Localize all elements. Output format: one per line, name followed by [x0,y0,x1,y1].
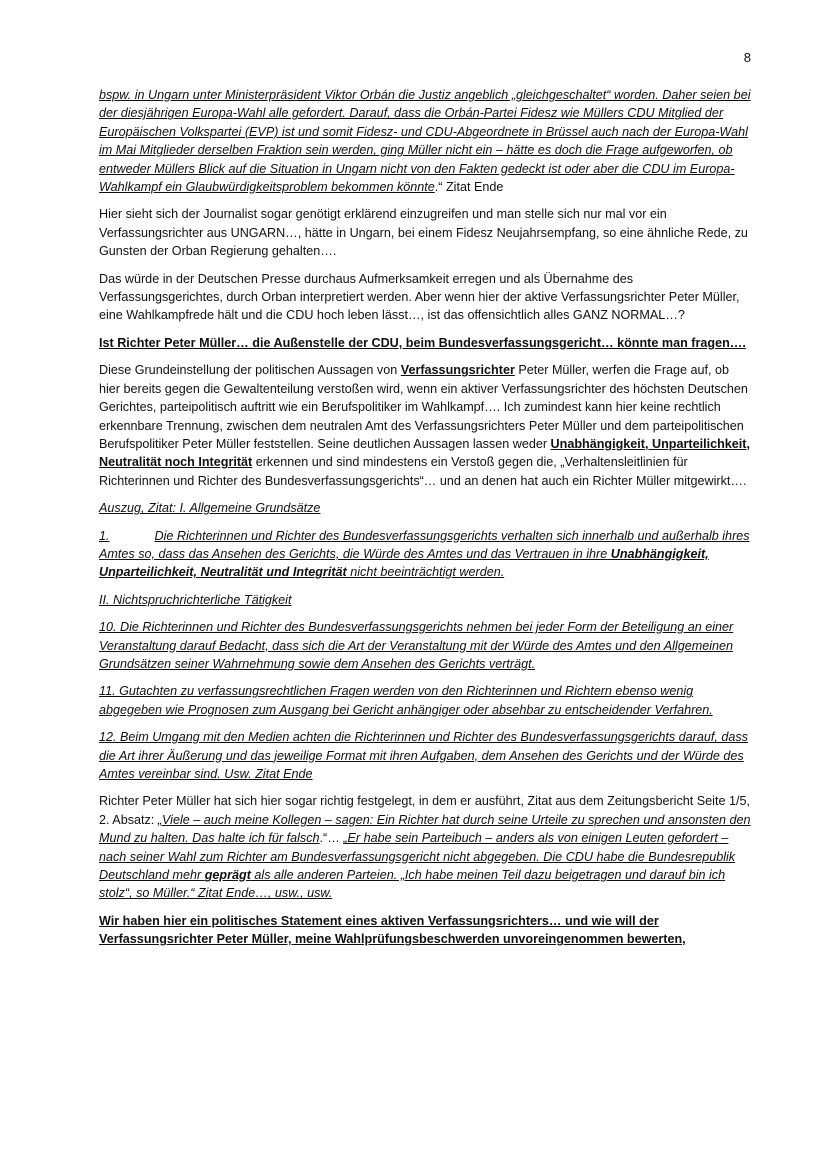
section-heading-2: II. Nichtspruchrichterliche Tätigkeit [99,592,292,607]
heading-cdu-question: Ist Richter Peter Müller… die Außenstelle der CDU, beim Bundesverfassungsgericht… könnte man fragen…. [99,335,746,350]
quoted-text: bspw. in Ungarn unter Ministerpräsident Viktor Orbán die Justiz angeblich „gleichgeschaltet“ worden. Daher seien bei der diesjährigen Europa-Wahl alle gefordert. Darauf, dass die Orbán-Partei Fidesz wie Müllers CDU Mitglied der Europäischen Volkspartei (EVP) ist und somit Fidesz- und CDU-Abgeordnete in Brüssel auch nach der Europa-Wahl im Mai Mitglieder derselben Fraktion sein werden, ging Müller nicht ein – hätte es doch die Frage aufgeworfen, ob entweder Müllers Blick auf die Situation in Ungarn nicht von den Fakten gedeckt ist oder aber die CDU im Europa-Wahlkampf ein Glaubwürdigkeitsproblem bekommen könnte [99,88,751,195]
quote-paragraph [99,86,753,196]
guideline-item-1: 1. Die Richterinnen und Richter des Bundesverfassungsgerichts verhalten sich innerhalb und außerhalb ihres Amtes so, dass das Ansehen des Gerichts, die Würde des Amtes und das Vertrauen in ihre Unabhängigkeit, Unparteilichkeit, Neutralität und Integrität nicht beeinträchtigt werden. [99,528,750,580]
guideline-item-10: 10. Die Richterinnen und Richter des Bundesverfassungsgerichts nehmen bei jeder Form der Beteiligung an einer Veranstaltung darauf Bedacht, dass sich die Art der Veranstaltung mit der Würde des Amtes und den Allgemeinen Grundsätzen seiner Wahrnehmung sowie dem Ansehen des Gerichts verträgt. [99,620,734,671]
guideline-item-11: 11. Gutachten zu verfassungsrechtlichen Fragen werden von den Richterinnen und Richtern ebenso wenig abgegeben wie Prognosen zum Ausgang bei Gericht anhängiger oder absehbar zu entscheidender Verfahren. [99,684,713,717]
quoted-text-3: als alle anderen Parteien. „Ich habe meinen Teil dazu beigetragen und darauf bin ich stolz“, so Müller.“ Zitat Ende…, usw., usw. [99,868,726,901]
page-number: 8 [743,50,751,65]
emphasis-principles-quote: Unabhängigkeit, Unparteilichkeit, Neutralität und Integrität [99,546,709,580]
excerpt-heading: Auszug, Zitat: I. Allgemeine Grundsätze [99,501,321,516]
emphasis-verfassungsrichter: Verfassungsrichter [400,363,515,378]
quoted-text-2: „Er habe sein Parteibuch – anders als von einigen Leuten gefordert – nach seiner Wahl zum Richter am Bundesverfassungsgericht nicht abgegeben. Die CDU habe die Bundesrepublik Deutschland mehr [99,831,736,883]
quote-end: .“ Zitat Ende [434,180,504,195]
guideline-item-12: 12. Beim Umgang mit den Medien achten die Richterinnen und Richter des Bundesverfassungsgerichts darauf, dass die Art ihrer Äußerung und das jeweilige Format mit ihren Aufgaben, dem Ansehen des Gerichts und der Würde des Amtes vereinbar sind. Usw. Zitat Ende [99,730,748,781]
quoted-text-1: „Viele – auch meine Kollegen – sagen: Ein Richter hat durch seine Urteile zu sprechen und ansonsten den Mund zu halten. Das halte ich für falsch [99,812,751,846]
emphasis-gepraegt: geprägt [204,868,251,883]
paragraph-journalist: Hier sieht sich der Journalist sogar genötigt erklärend einzugreifen und man stelle sich nur mal vor ein Verfassungsrichter aus UNGARN…, hätte in Ungarn, bei einem Fidesz Neujahrsempfang, so eine ähnliche Rede, zu Gunsten der Orban Regierung gehalten…. [99,207,748,259]
emphasis-principles: Unabhängigkeit, Unparteilichkeit, Neutralität noch Integrität [99,436,750,470]
document-body [99,86,753,958]
heading-political-statement: Wir haben hier ein politisches Statement eines aktiven Verfassungsrichters… und wie will der Verfassungsrichter Peter Müller, meine Wahlprüfungsbeschwerden unvoreingenommen bewerten, [99,913,686,947]
paragraph-press: Das würde in der Deutschen Presse durchaus Aufmerksamkeit erregen und als Übernahme des Verfassungsgerichtes, durch Orban interpretiert werden. Aber wenn hier der aktive Verfassungsrichter Peter Müller, eine Wahlkampfrede hält und die CDU hoch leben lässt…, ist das offensichtlich alles GANZ NORMAL…? [99,271,740,323]
paragraph-separation-of-powers: Diese Grundeinstellung der politischen Aussagen von Verfassungsrichter Peter Müller, werfen die Frage auf, ob hier bereits gegen die Gewaltenteilung verstoßen wird, wenn ein aktiver Verfassungsrichter des höchsten Deutschen Gerichtes, parteipolitisch auftritt wie ein Berufspolitiker im Wahlkampf…. Ich zumindest kann hier keine rechtlich erkennbare Trennung, zwischen dem neutralen Amt des Verfassungsrichters Peter Müller und dem parteipolitischen Berufspolitiker Peter Müller feststellen. Seine deutlichen Aussagen lassen weder Unabhängigkeit, Unparteilichkeit, Neutralität noch Integrität erkennen und sind mindestens ein Verstoß gegen die, „Verhaltensleitlinien für Richterinnen und Richter des Bundesverfassungsgerichts“… und an denen hat auch ein Richter Müller mitgewirkt…. [99,363,750,488]
paragraph-mueller-quote: Richter Peter Müller hat sich hier sogar richtig festgelegt, in dem er ausführt, Zitat aus dem Zeitungsbericht Seite 1/5, 2. Absatz: „Viele – auch meine Kollegen – sagen: Ein Richter hat durch seine Urteile zu sprechen und ansonsten den Mund zu halten. Das halte ich für falsch.“… „Er habe sein Parteibuch – anders als von einigen Leuten gefordert – nach seiner Wahl zum Richter am Bundesverfassungsgericht nicht abgegeben. Die CDU habe die Bundesrepublik Deutschland mehr geprägt als alle anderen Parteien. „Ich habe meinen Teil dazu beigetragen und darauf bin ich stolz“, so Müller.“ Zitat Ende…, usw., usw. [99,794,751,901]
